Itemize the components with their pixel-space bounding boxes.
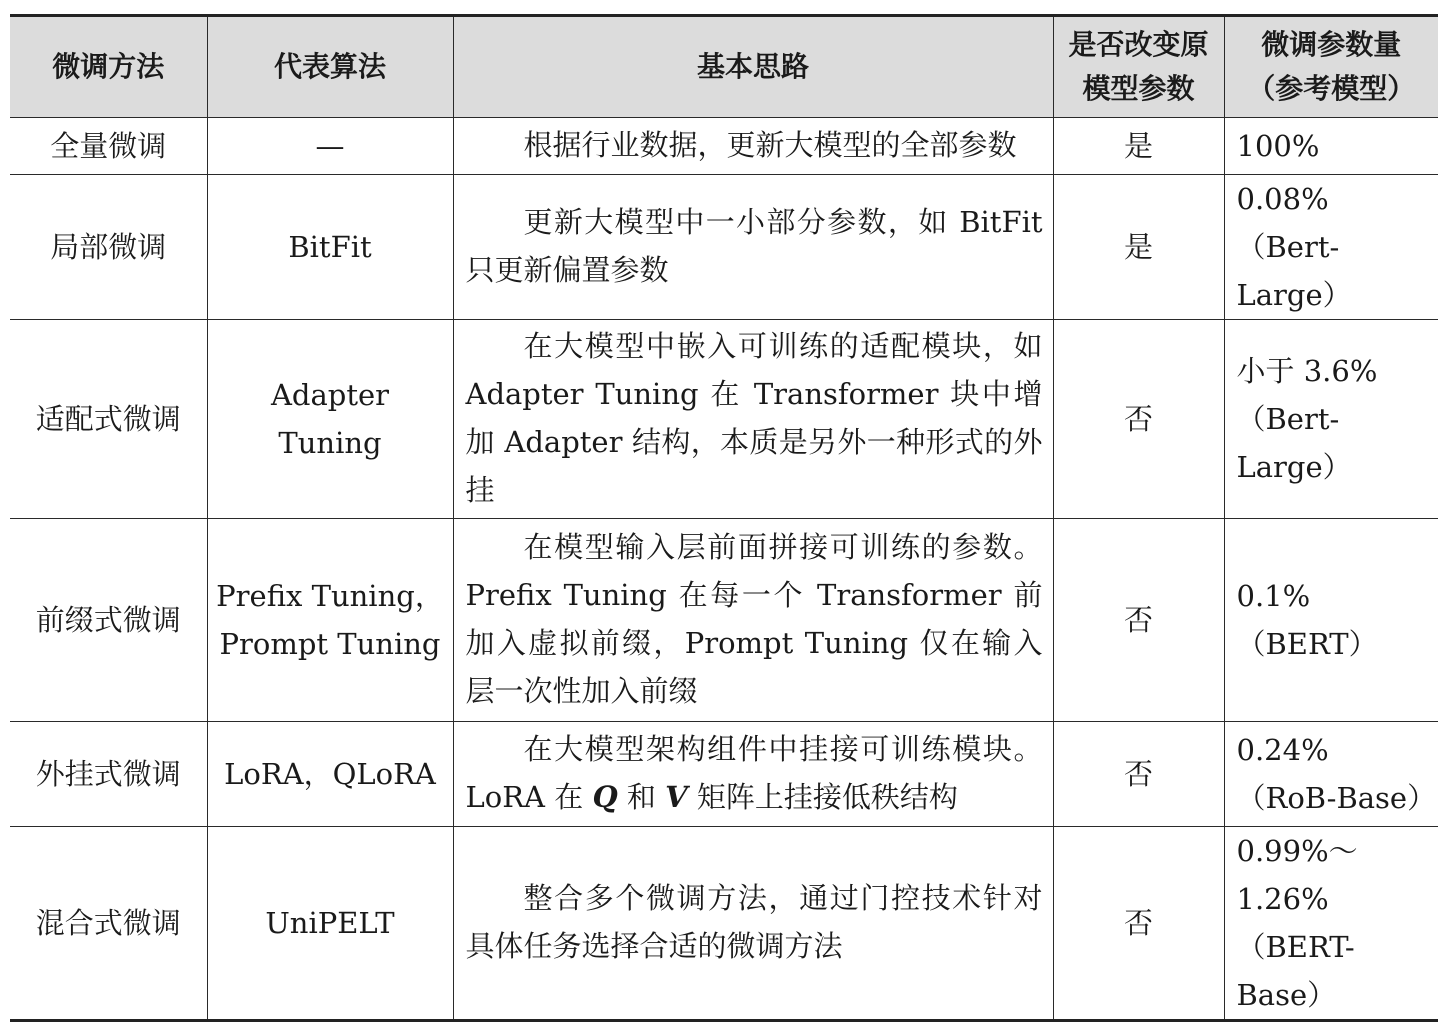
cell-idea: 在大模型中嵌入可训练的适配模块，如 Adapter Tuning 在 Transformer 块中增加 Adapter 结构，本质是另外一种形式的外挂 — [453, 320, 1053, 519]
params-line1: 100% — [1236, 129, 1320, 163]
params-line2: （RoB-Base） — [1236, 781, 1437, 815]
table-row — [10, 827, 1438, 1021]
algo-line1: Prefix Tuning， — [216, 579, 444, 613]
cell-algorithm: Adapter Tuning — [207, 320, 453, 519]
cell-params — [1224, 722, 1438, 827]
cell-idea: 整合多个微调方法，通过门控技术针对具体任务选择合适的微调方法 — [453, 827, 1053, 1021]
cell-algorithm: LoRA，QLoRA — [207, 722, 453, 827]
table-header — [10, 16, 1438, 118]
cell-algorithm: — — [207, 118, 453, 175]
cell-idea — [453, 722, 1053, 827]
cell-method: 全量微调 — [10, 118, 207, 175]
cell-change: 否 — [1053, 827, 1224, 1021]
idea-text-part2: 和 — [617, 780, 666, 814]
cell-method: 局部微调 — [10, 175, 207, 320]
params-line1: 0.24% — [1236, 733, 1329, 767]
cell-method: 外挂式微调 — [10, 722, 207, 827]
matrix-q-symbol: Q — [592, 780, 618, 814]
cell-method: 前缀式微调 — [10, 519, 207, 722]
fine-tuning-methods-table-container — [10, 14, 1438, 1022]
header-param-count — [1224, 16, 1438, 118]
table-row — [10, 722, 1438, 827]
header-method: 微调方法 — [10, 16, 207, 118]
table-body — [10, 118, 1438, 1021]
cell-idea: 在模型输入层前面拼接可训练的参数。Prefix Tuning 在每一个 Transformer 前加入虚拟前缀，Prompt Tuning 仅在输入层一次性加入前缀 — [453, 519, 1053, 722]
params-line2: （Bert-Large） — [1236, 230, 1352, 312]
cell-change: 是 — [1053, 118, 1224, 175]
cell-algorithm: BitFit — [207, 175, 453, 320]
cell-params — [1224, 118, 1438, 175]
cell-params — [1224, 175, 1438, 320]
params-line1: 小于 3.6% — [1236, 354, 1378, 388]
cell-params — [1224, 827, 1438, 1021]
header-idea: 基本思路 — [453, 16, 1053, 118]
header-algorithm: 代表算法 — [207, 16, 453, 118]
cell-method: 混合式微调 — [10, 827, 207, 1021]
cell-change: 是 — [1053, 175, 1224, 320]
cell-params — [1224, 519, 1438, 722]
cell-algorithm — [207, 519, 453, 722]
idea-text-part1: 在大模型架构组件中挂接可训练模块。LoRA 在 — [465, 732, 1043, 814]
params-line1: 0.08% — [1236, 182, 1329, 216]
algo-line2: Prompt Tuning — [219, 627, 441, 661]
matrix-v-symbol: V — [665, 780, 688, 814]
cell-change: 否 — [1053, 320, 1224, 519]
header-row — [10, 16, 1438, 118]
header-params-line1: 微调参数量 — [1261, 28, 1402, 61]
table-row — [10, 175, 1438, 320]
params-line1: 0.1%（BERT） — [1236, 579, 1378, 661]
params-line2: （Bert-Large） — [1236, 402, 1352, 484]
cell-change: 否 — [1053, 519, 1224, 722]
idea-text-part3: 矩阵上挂接低秩结构 — [687, 780, 958, 814]
header-change-params — [1053, 16, 1224, 118]
table-row — [10, 320, 1438, 519]
cell-idea: 根据行业数据，更新大模型的全部参数 — [453, 118, 1053, 175]
cell-params — [1224, 320, 1438, 519]
params-line2: （BERT-Base） — [1236, 930, 1355, 1012]
header-change-line1: 是否改变原 — [1068, 28, 1209, 61]
header-change-line2: 模型参数 — [1082, 72, 1195, 105]
cell-algorithm: UniPELT — [207, 827, 453, 1021]
cell-idea: 更新大模型中一小部分参数，如 BitFit 只更新偏置参数 — [453, 175, 1053, 320]
header-params-line2: （参考模型） — [1247, 72, 1416, 105]
cell-change: 否 — [1053, 722, 1224, 827]
table-row — [10, 118, 1438, 175]
fine-tuning-methods-table — [10, 14, 1438, 1022]
cell-method: 适配式微调 — [10, 320, 207, 519]
table-row — [10, 519, 1438, 722]
params-line1: 0.99%～1.26% — [1236, 834, 1358, 916]
